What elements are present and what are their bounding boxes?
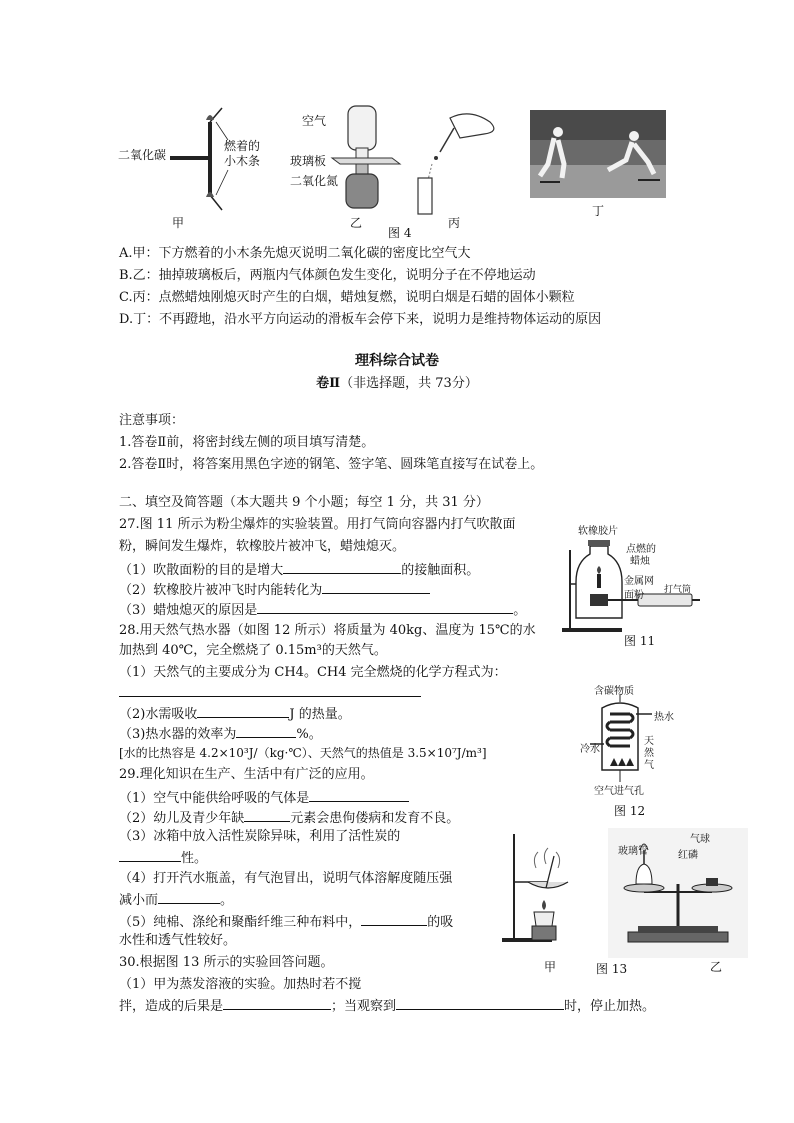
q28-line1: 28.用天然气热水器（如图 12 所示）将质量为 40kg、温度为 15℃的水 xyxy=(119,623,536,638)
fig12-hot: 热水 xyxy=(654,712,674,723)
q28-sub2-text: （2)水需吸收 xyxy=(119,707,198,722)
q27-sub3-post: 。 xyxy=(513,603,527,618)
fig13-phosphorus: 红磷 xyxy=(678,850,698,861)
q29-sub4b-text: 减小而 xyxy=(119,893,159,908)
q29-sub3-blank[interactable] xyxy=(119,848,181,862)
bing-label: 丙 xyxy=(448,216,461,230)
q28-sub1: （1）天然气的主要成分为 CH4。CH4 完全燃烧的化学方程式为： xyxy=(119,665,507,680)
q30-sub1-blank-1[interactable] xyxy=(223,996,331,1010)
q28-line2: 加热到 40℃，完全燃烧了 0.15m³的天然气。 xyxy=(119,643,387,658)
q27-line2: 粉，瞬间发生爆炸，软橡胶片被冲飞，蜡烛熄灭。 xyxy=(119,539,406,554)
section-subtitle-bold: 卷Ⅱ xyxy=(316,376,341,391)
figure-4-yi-bottles xyxy=(330,100,410,218)
fig13-yi-label: 乙 xyxy=(710,960,723,974)
q29-sub2-text: （2）幼儿及青少年缺 xyxy=(119,811,245,826)
q29-sub3b-post: 性。 xyxy=(181,851,208,866)
fig12-carbon: 含碳物质 xyxy=(594,686,634,697)
ding-label: 丁 xyxy=(592,204,605,218)
option-d: D.丁：不再蹬地，沿水平方向运动的滑板车会停下来，说明力是维持物体运动的原因 xyxy=(119,312,602,327)
q27-sub1-text: （1）吹散面粉的目的是增大 xyxy=(119,563,284,578)
q27-sub2-blank[interactable] xyxy=(322,580,430,594)
fig11-candle-2: 蜡烛 xyxy=(630,556,650,567)
q28-sub3-text: （3)热水器的效率为 xyxy=(119,727,237,742)
notes-heading: 注意事项： xyxy=(119,413,185,428)
q27-sub1 xyxy=(119,560,479,580)
fig11-candle-1: 点燃的 xyxy=(626,544,656,555)
yi-label: 乙 xyxy=(350,216,363,230)
option-b: B.乙：抽掉玻璃板后，两瓶内气体颜色发生变化，说明分子在不停地运动 xyxy=(119,268,536,283)
q29-sub2-blank[interactable] xyxy=(244,808,290,822)
q28-sub2-blank[interactable] xyxy=(197,704,289,718)
q29-sub1-blank[interactable] xyxy=(309,788,409,802)
q27-line1: 27.图 11 所示为粉尘爆炸的实验装置。用打气筒向容器内打气吹散面 xyxy=(119,517,516,532)
figure-12-caption: 图 12 xyxy=(614,804,646,818)
figure-12 xyxy=(580,680,690,820)
jia-label: 甲 xyxy=(172,216,185,230)
section-subtitle xyxy=(0,372,794,391)
fig11-mesh: 金属网 xyxy=(624,576,654,587)
q28-sub2 xyxy=(119,704,351,724)
yi-no2-label: 二氧化氮 xyxy=(290,174,339,188)
fig12-cold: 冷水 xyxy=(580,744,600,755)
notes-item-2: 2.答卷Ⅱ时，将答案用黑色字迹的钢笔、签字笔、圆珠笔直接写在试卷上。 xyxy=(119,457,544,472)
figure-4-caption: 图 4 xyxy=(388,226,412,240)
q29-sub5-text: （5）纯棉、涤纶和聚酯纤维三种布料中， xyxy=(119,915,362,930)
q30-sub1-blank-2[interactable] xyxy=(396,996,564,1010)
fig13-jia-label: 甲 xyxy=(544,960,557,974)
yi-air-label: 空气 xyxy=(302,114,327,128)
figure-11 xyxy=(560,520,700,650)
q29-sub1-text: （1）空气中能供给呼吸的气体是 xyxy=(119,791,310,806)
q27-sub3-blank[interactable] xyxy=(257,600,513,614)
q29-sub3: （3）冰箱中放入活性炭除异味，利用了活性炭的 xyxy=(119,829,401,844)
q29-sub3b xyxy=(119,848,207,868)
figure-13 xyxy=(500,828,750,978)
q28-sub2-post: J 的热量。 xyxy=(289,707,351,722)
q29-sub2-post: 元素会患佝偻病和发育不良。 xyxy=(290,811,460,826)
figure-4 xyxy=(110,100,680,240)
q27-sub2 xyxy=(119,580,430,600)
figure-13-jia-evaporation xyxy=(500,828,590,958)
q29-sub5-post: 的吸 xyxy=(427,915,454,930)
notes-item-1: 1.答卷Ⅱ前，将密封线左侧的项目填写清楚。 xyxy=(119,435,375,450)
q30-sub1b-text: 拌，造成的后果是 xyxy=(119,999,224,1014)
fig13-tube: 玻璃管 xyxy=(618,846,648,857)
fig12-air: 空气进气孔 xyxy=(594,786,644,797)
fig13-balloon: 气球 xyxy=(690,834,710,845)
fig11-rubber: 软橡胶片 xyxy=(578,526,618,537)
q30-sub1b xyxy=(119,996,655,1016)
yi-glass-label: 玻璃板 xyxy=(290,154,327,168)
section-title: 理科综合试卷 xyxy=(355,353,439,369)
q29-line1: 29.理化知识在生产、生活中有广泛的应用。 xyxy=(119,767,374,782)
q28-sub3 xyxy=(119,724,322,744)
q28-note: [水的比热容是 4.2×10³J/（kg·℃）、天然气的热值是 3.5×10⁷J/m³] xyxy=(119,746,487,760)
section-subtitle-rest: （非选择题，共 73分） xyxy=(340,376,478,391)
q27-sub3 xyxy=(119,600,526,620)
figure-13-caption: 图 13 xyxy=(596,962,628,976)
q28-sub1-blank[interactable] xyxy=(119,683,421,697)
part2-heading: 二、填空及简答题（本大题共 9 个小题；每空 1 分，共 31 分） xyxy=(119,495,489,510)
jia-gas-label: 二氧化碳 xyxy=(118,148,167,162)
q28-sub3-post: %。 xyxy=(296,727,322,742)
figure-4-ding-photo xyxy=(530,110,666,198)
q29-sub5-blank[interactable] xyxy=(361,912,427,926)
q30-sub1: （1）甲为蒸发溶液的实验。加热时若不搅 xyxy=(119,977,362,992)
fig11-flour: 面粉 xyxy=(624,590,644,601)
fig11-pump: 打气筒 xyxy=(664,585,692,595)
q27-sub1-post: 的接触面积。 xyxy=(401,563,480,578)
jia-stick-label-2: 小木条 xyxy=(224,154,261,168)
q30-sub1b-mid: ；当观察到 xyxy=(331,999,397,1014)
q29-sub1 xyxy=(119,788,409,808)
jia-stick-label-1: 燃着的 xyxy=(224,139,261,153)
q27-sub2-text: （2）软橡胶片被冲飞时内能转化为 xyxy=(119,583,323,598)
q29-sub4-blank[interactable] xyxy=(158,890,220,904)
q29-sub5b: 水性和透气性较好。 xyxy=(119,933,237,948)
q27-sub1-blank[interactable] xyxy=(283,560,401,574)
option-a: A.甲：下方燃着的小木条先熄灭说明二氧化碳的密度比空气大 xyxy=(119,246,471,261)
q30-line1: 30.根据图 13 所示的实验回答问题。 xyxy=(119,955,334,970)
figure-11-caption: 图 11 xyxy=(624,634,656,648)
q27-sub3-text: （3）蜡烛熄灭的原因是 xyxy=(119,603,258,618)
fig12-gas-2: 然 xyxy=(644,748,654,759)
q30-sub1b-post: 时，停止加热。 xyxy=(564,999,656,1014)
figure-4-bing-candle xyxy=(410,108,520,218)
q29-sub5 xyxy=(119,912,453,932)
q28-sub3-blank[interactable] xyxy=(236,724,296,738)
q29-sub4b xyxy=(119,890,233,910)
fig12-gas-3: 气 xyxy=(644,760,654,771)
q29-sub4: （4）打开汽水瓶盖，有气泡冒出，说明气体溶解度随压强 xyxy=(119,871,453,886)
q29-sub4b-post: 。 xyxy=(220,893,234,908)
q29-sub2 xyxy=(119,808,459,828)
fig12-gas-1: 天 xyxy=(644,736,654,747)
option-c: C.丙：点燃蜡烛刚熄灭时产生的白烟，蜡烛复燃，说明白烟是石蜡的固体小颗粒 xyxy=(119,290,575,305)
